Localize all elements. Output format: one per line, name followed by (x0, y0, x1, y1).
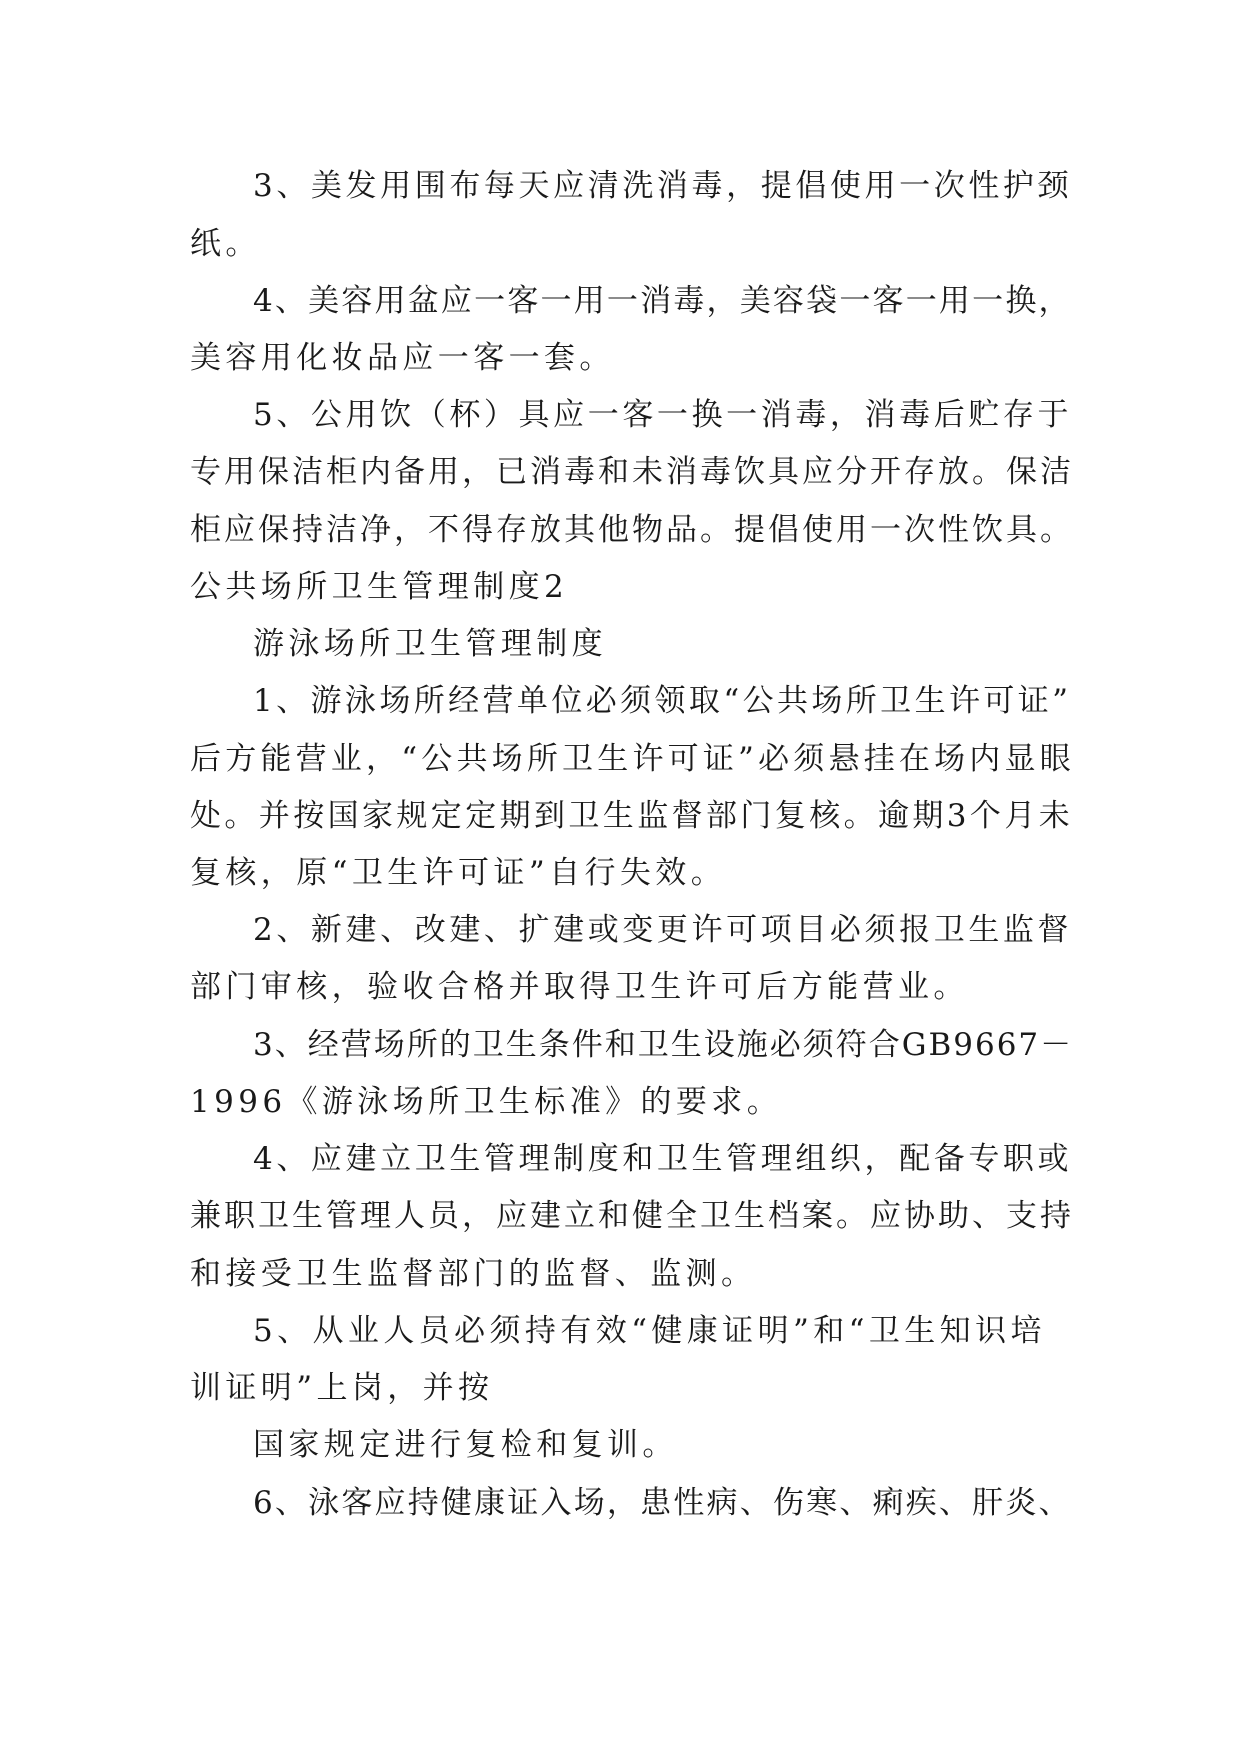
paragraph-line: 处。并按国家规定定期到卫生监督部门复核。逾期3个月未 (190, 798, 1074, 834)
paragraph-line: 5、从业人员必须持有效“健康证明”和“卫生知识培 (253, 1313, 1046, 1349)
paragraph-line: 柜应保持洁净，不得存放其他物品。提倡使用一次性饮具。 (190, 512, 1074, 548)
paragraph-line: 1996《游泳场所卫生标准》的要求。 (190, 1084, 783, 1120)
paragraph-line: 美容用化妆品应一客一套。 (190, 340, 615, 376)
paragraph-line: 纸。 (190, 226, 261, 262)
paragraph-line: 1、游泳场所经营单位必须领取“公共场所卫生许可证” (253, 683, 1072, 719)
paragraph-line: 部门审核，验收合格并取得卫生许可后方能营业。 (190, 969, 969, 1005)
paragraph-line: 3、美发用围布每天应清洗消毒，提倡使用一次性护颈 (253, 168, 1073, 204)
subsection-title: 游泳场所卫生管理制度 (253, 626, 607, 662)
paragraph-line: 复核，原“卫生许可证”自行失效。 (190, 855, 727, 891)
section-heading: 公共场所卫生管理制度2 (190, 569, 569, 605)
paragraph-line: 4、美容用盆应一客一用一消毒，美容袋一客一用一换， (253, 283, 1072, 319)
paragraph-line: 4、应建立卫生管理制度和卫生管理组织，配备专职或 (253, 1141, 1073, 1177)
paragraph-line: 后方能营业，“公共场所卫生许可证”必须悬挂在场内显眼 (190, 741, 1075, 777)
paragraph-line: 5、公用饮（杯）具应一客一换一消毒，消毒后贮存于 (253, 397, 1073, 433)
paragraph-line: 兼职卫生管理人员，应建立和健全卫生档案。应协助、支持 (190, 1198, 1074, 1234)
paragraph-line: 和接受卫生监督部门的监督、监测。 (190, 1256, 757, 1292)
paragraph-line: 2、新建、改建、扩建或变更许可项目必须报卫生监督 (253, 912, 1073, 948)
paragraph-line: 国家规定进行复检和复训。 (253, 1427, 678, 1463)
paragraph-line: 专用保洁柜内备用，已消毒和未消毒饮具应分开存放。保洁 (190, 454, 1074, 490)
paragraph-line: 3、经营场所的卫生条件和卫生设施必须符合GB9667－ (253, 1027, 1074, 1063)
paragraph-line: 6、泳客应持健康证入场，患性病、伤寒、痢疾、肝炎、 (253, 1485, 1072, 1521)
paragraph-line: 训证明”上岗，并按 (190, 1370, 494, 1406)
